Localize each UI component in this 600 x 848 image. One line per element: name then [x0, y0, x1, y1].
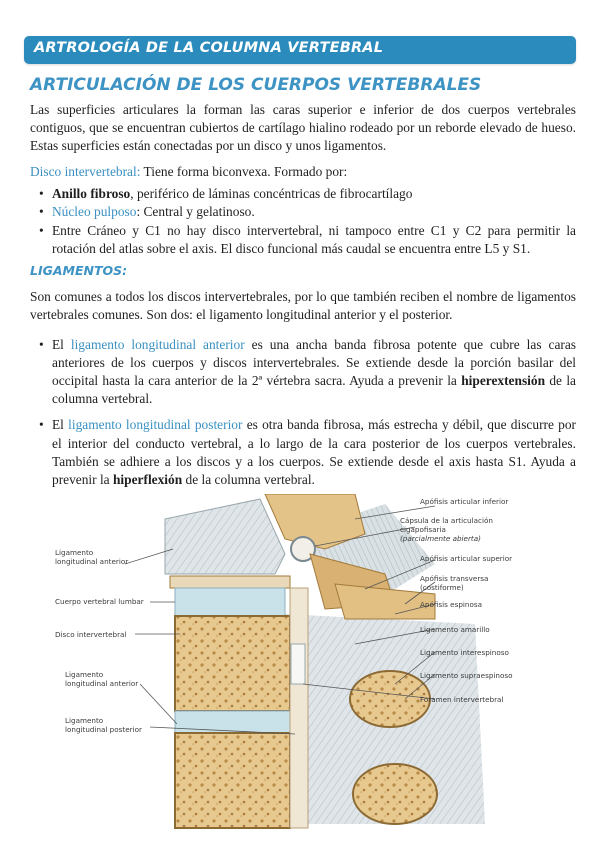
llp-bold: hiperflexión [112, 471, 183, 487]
label-lig-supraesp: Ligamento supraespinoso [420, 671, 513, 680]
ligamentos-list [30, 336, 576, 489]
intro-paragraph: Las superficies articulares la forman las caras superior e inferior de dos cuerpos vertebrales contiguos, que se encuentran cubiertos de cartílago hialino rodeado por un reborde elevado de hueso. Estas superficies están conectadas por un disco y unos ligamentos. [30, 102, 576, 154]
llp-text1: es otra banda fibrosa, más estrecha y débil, que discurre por el interior del conducto vertebral, a lo largo de la cara posterior de los cuerpos vertebrales. También se adhiere a los discos y a los cuerpos. Se extiende desde el axis hasta S1. Ayuda a prevenir la [52, 417, 577, 487]
label-lla-top [55, 548, 128, 566]
lla-top-line-2: longitudinal anterior [55, 557, 129, 566]
label-capsula [400, 516, 493, 543]
content [30, 101, 576, 497]
vertebral-body-2 [175, 733, 290, 828]
label-apofisis-esp: Apófisis espinosa [420, 600, 483, 609]
capsula-line-2: cigapofisaria [400, 525, 446, 534]
endplate-1 [170, 576, 290, 588]
nucleo-term: Núcleo pulposo [52, 204, 137, 220]
intervertebral-foramen-shape [291, 644, 305, 684]
disco-label: Disco intervertebral: [30, 164, 141, 180]
ligamentos-title: LIGAMENTOS: [30, 262, 128, 278]
spinal-canal [290, 588, 308, 828]
capsula-line-3: (parcialmente abierta) [400, 534, 481, 543]
llp-text2: de la columna vertebral. [182, 471, 315, 487]
vertebral-body-1 [175, 616, 290, 711]
label-lig-interesp: Ligamento interespinoso [420, 648, 509, 657]
disc-1 [175, 588, 285, 616]
spine-drawing [55, 494, 555, 839]
llp-line-2: longitudinal posterior [65, 725, 142, 734]
trans-line-1: Apófisis transversa [420, 574, 489, 583]
list-item-llp [30, 416, 576, 488]
label-apofisis-art-sup: Apófisis articular superior [420, 554, 513, 563]
spine-illustration [55, 494, 555, 839]
list-item-craneo: • Entre Cráneo y C1 no hay disco intervertebral, ni tampoco entre C1 y C2 para permitir la rotación del atlas sobre el axis. El disco funcional más caudal se encuentra entre L5 y S1. [30, 222, 576, 258]
label-apofisis-trans [420, 574, 488, 592]
label-foramen: Foramen intervertebral [420, 695, 504, 704]
label-cuerpo: Cuerpo vertebral lumbar [55, 597, 144, 606]
label-apofisis-art-inf: Apófisis articular inferior [420, 497, 509, 506]
lla-term: ligamento longitudinal anterior [70, 337, 245, 353]
label-disco: Disco intervertebral [55, 630, 127, 639]
anterior-ligament-top [165, 499, 285, 574]
lla-mid-line-2: longitudinal anterior [65, 679, 139, 688]
anillo-text: , periférico de láminas concéntricas de fibrocartílago [130, 186, 413, 202]
disco-list [30, 185, 576, 257]
disco-text: Tiene forma biconvexa. Formado por: [140, 164, 348, 180]
disc-2 [175, 711, 290, 733]
llp-pre: El [52, 417, 69, 433]
capsula-line-1: Cápsula de la articulación [400, 516, 493, 525]
spinous-process-1 [350, 671, 430, 727]
lla-text2: de la columna vertebral. [52, 373, 576, 407]
label-lig-amarillo: Ligamento amarillo [420, 625, 490, 634]
llp-term: ligamento longitudinal posterior [68, 417, 243, 433]
lla-top-line-1: Ligamento [55, 548, 94, 557]
disco-paragraph [30, 163, 576, 181]
llp-line-1: Ligamento [65, 716, 104, 725]
list-item-lla [30, 336, 576, 408]
list-item-nucleo [30, 203, 576, 221]
header-banner [24, 36, 576, 64]
label-lla-mid [65, 670, 138, 688]
spinous-process-2 [353, 764, 437, 824]
anillo-term: Anillo fibroso [52, 186, 131, 202]
label-llp [65, 716, 142, 734]
trans-line-2: (costiforme) [420, 583, 464, 592]
nucleo-text: : Central y gelatinoso. [136, 204, 255, 220]
lla-text1: es una ancha banda fibrosa potente que cubre las caras anteriores de los cuerpos y discos intervertebrales. Se extiende desde la porción basilar del occipital hasta la cara anterior de la 2ª vértebra sacra. Ayuda a prevenir la [52, 337, 576, 389]
ligamentos-intro: Son comunes a todos los discos intervertebrales, por lo que también reciben el nombre de ligamentos vertebrales comunes. Son dos: el ligamento longitudinal anterior y el posterior. [30, 288, 576, 322]
banner-title: ARTROLOGÍA DE LA COLUMNA VERTEBRAL [34, 40, 384, 56]
list-item-anillo [30, 185, 576, 203]
lla-pre: El [52, 337, 71, 353]
lla-bold: hiperextensión [461, 373, 546, 389]
lla-mid-line-1: Ligamento [65, 670, 104, 679]
section-title: ARTICULACIÓN DE LOS CUERPOS VERTEBRALES [30, 75, 482, 95]
